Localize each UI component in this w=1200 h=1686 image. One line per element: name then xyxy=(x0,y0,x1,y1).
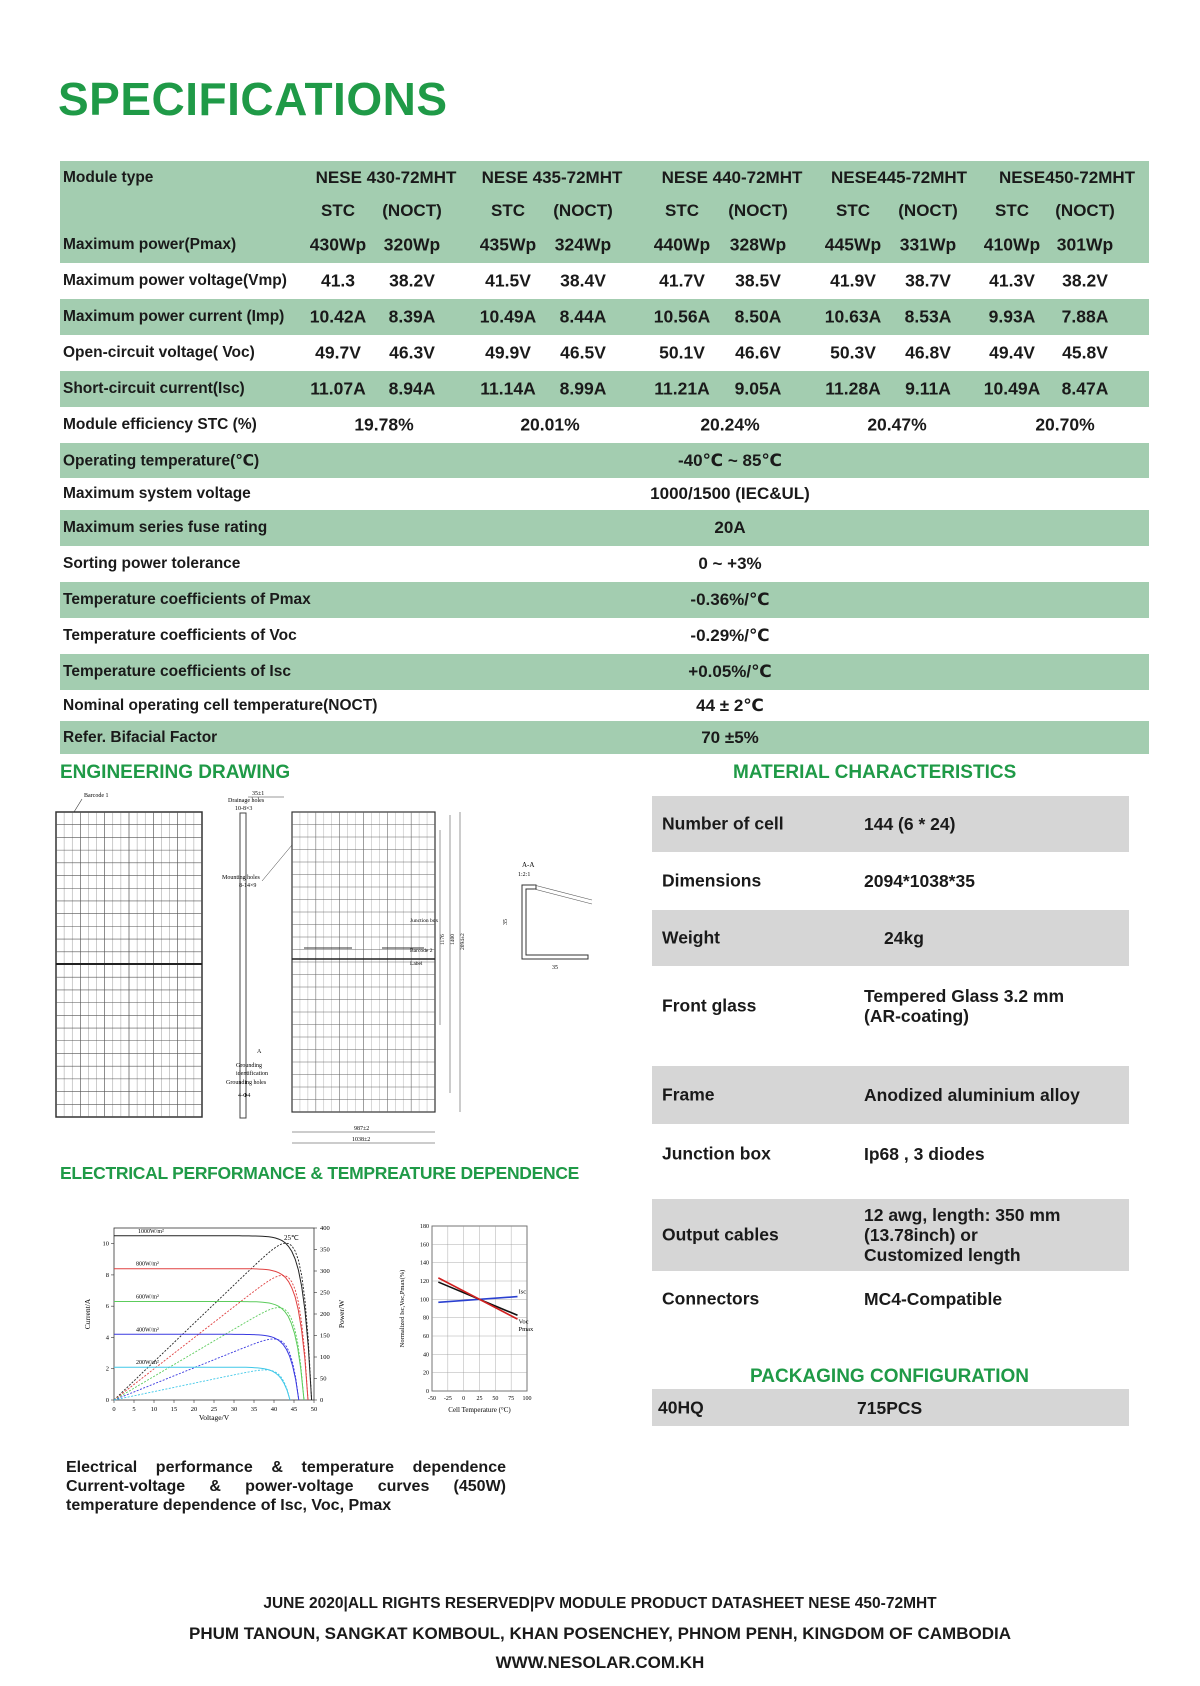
spec-row-label: Module efficiency STC (%) xyxy=(63,416,257,433)
spec-value: 10.49A xyxy=(983,378,1041,399)
material-row xyxy=(652,856,1129,906)
x-axis-label: Voltage/V xyxy=(198,1413,230,1422)
x-tick-label: 40 xyxy=(270,1406,278,1413)
spec-value: 45.8V xyxy=(1062,342,1108,363)
spec-value: 49.9V xyxy=(485,342,531,363)
series-label: 200W/m² xyxy=(136,1360,159,1367)
svg-text:10-8×3: 10-8×3 xyxy=(235,806,253,812)
svg-text:35: 35 xyxy=(552,965,558,971)
spec-table xyxy=(60,161,1149,754)
material-value: Ip68 , 3 diodes xyxy=(864,1144,985,1164)
y2-tick-label: 50 xyxy=(320,1375,327,1383)
spec-row xyxy=(60,510,1149,546)
spec-common-value: -0.29%/℃ xyxy=(690,626,770,645)
material-row xyxy=(652,796,1129,852)
svg-text:Mounting holes: Mounting holes xyxy=(222,875,260,881)
svg-text:987±2: 987±2 xyxy=(354,1126,370,1132)
spec-value: 331Wp xyxy=(899,234,957,255)
spec-value: 8.50A xyxy=(734,306,782,327)
spec-value: 320Wp xyxy=(383,234,441,255)
spec-row-label: Nominal operating cell temperature(NOCT) xyxy=(63,696,378,714)
spec-common-value: -40℃ ~ 85℃ xyxy=(677,450,783,470)
spec-value: 435Wp xyxy=(479,234,537,255)
spec-value: 38.7V xyxy=(905,270,951,291)
material-value: 12 awg, length: 350 mm (13.78inch) or Customized length xyxy=(864,1205,1061,1265)
svg-text:1038±2: 1038±2 xyxy=(352,1137,371,1143)
x-tick-label: 100 xyxy=(522,1396,532,1402)
spec-row xyxy=(60,654,1149,690)
condition-label: (NOCT) xyxy=(382,200,442,220)
x-tick-label: 5 xyxy=(132,1406,136,1413)
spec-value: 328Wp xyxy=(729,234,787,255)
spec-value: 46.5V xyxy=(560,342,606,363)
svg-text:Junction box: Junction box xyxy=(410,918,439,924)
y-tick-label: 20 xyxy=(423,1370,429,1377)
spec-common-value: +0.05%/℃ xyxy=(688,662,772,681)
spec-row xyxy=(60,227,1149,263)
series-label: Voc xyxy=(518,1318,529,1326)
svg-text:35: 35 xyxy=(503,919,509,925)
spec-common-value: 0 ~ +3% xyxy=(698,554,762,573)
spec-row xyxy=(60,721,1149,754)
spec-row xyxy=(60,299,1149,335)
y-axis-label: Normalized Isc,Voc,Pmax(%) xyxy=(399,1269,406,1348)
spec-value: 301Wp xyxy=(1056,234,1114,255)
model-name: NESE445-72MHT xyxy=(830,167,968,187)
spec-value: 49.7V xyxy=(315,342,361,363)
svg-text:A-A: A-A xyxy=(522,861,535,869)
svg-text:35±1: 35±1 xyxy=(252,791,265,797)
spec-value: 445Wp xyxy=(824,234,882,255)
spec-value: 9.11A xyxy=(905,378,951,399)
y-tick-label: 100 xyxy=(420,1297,429,1304)
material-key: Weight xyxy=(662,927,721,948)
iv-pv-chart xyxy=(78,1222,378,1427)
x-tick-label: 45 xyxy=(290,1406,298,1413)
spec-value: 10.42A xyxy=(309,306,367,327)
material-row xyxy=(652,1275,1129,1323)
x-tick-label: 75 xyxy=(508,1396,515,1402)
section-engineering-drawing: ENGINEERING DRAWING xyxy=(60,762,291,783)
spec-value: 11.21A xyxy=(654,378,710,399)
model-name: NESE 435-72MHT xyxy=(481,167,623,187)
spec-value: 41.7V xyxy=(659,270,705,291)
spec-row xyxy=(60,478,1149,510)
model-name: NESE450-72MHT xyxy=(998,167,1136,187)
spec-value: 41.9V xyxy=(830,270,876,291)
spec-common-value: -0.36%/℃ xyxy=(690,590,770,609)
material-value: Tempered Glass 3.2 mm (AR-coating) xyxy=(864,986,1065,1026)
spec-row-label: Maximum power voltage(Vmp) xyxy=(63,272,287,289)
caption-line-3: temperature dependence of Isc, Voc, Pmax xyxy=(66,1497,392,1514)
svg-text:4-Φ4: 4-Φ4 xyxy=(238,1093,251,1099)
x-tick-label: -50 xyxy=(428,1396,436,1402)
condition-label: STC xyxy=(665,200,699,220)
spec-row-label: Temperature coefficients of Pmax xyxy=(63,591,311,608)
y2-tick-label: 150 xyxy=(320,1332,330,1340)
spec-row xyxy=(60,263,1149,299)
series-label: Pmax xyxy=(518,1326,534,1334)
spec-row-efficiency xyxy=(60,407,1149,443)
packaging-container: 40HQ xyxy=(658,1397,704,1417)
efficiency-value: 19.78% xyxy=(354,414,414,435)
series-label: 400W/m² xyxy=(136,1327,159,1334)
spec-row xyxy=(60,618,1149,654)
spec-value: 38.4V xyxy=(560,270,606,291)
y-tick-label: 8 xyxy=(105,1271,109,1279)
efficiency-value: 20.24% xyxy=(700,414,760,435)
temperature-dependence-chart xyxy=(399,1222,585,1427)
spec-value: 9.93A xyxy=(988,306,1036,327)
spec-value: 11.28A xyxy=(825,378,881,399)
caption-line-2: Current-voltage & power-voltage curves (450W) xyxy=(66,1478,506,1495)
footer-website[interactable]: WWW.NESOLAR.COM.KH xyxy=(495,1653,705,1672)
spec-row xyxy=(60,582,1149,618)
efficiency-value: 20.70% xyxy=(1035,414,1095,435)
pv-curve-3 xyxy=(114,1339,299,1400)
iv-curve-0 xyxy=(114,1236,312,1400)
spec-value: 410Wp xyxy=(983,234,1041,255)
y2-tick-label: 250 xyxy=(320,1289,330,1297)
spec-row-label: Short-circuit current(Isc) xyxy=(63,380,245,397)
series-label: 800W/m² xyxy=(136,1261,159,1268)
y2-tick-label: 400 xyxy=(320,1225,330,1232)
y-tick-label: 10 xyxy=(102,1240,109,1248)
spec-value: 46.6V xyxy=(735,342,781,363)
spec-row-label: Sorting power tolerance xyxy=(63,555,241,572)
x-tick-label: 50 xyxy=(310,1406,318,1413)
svg-text:Label: Label xyxy=(410,961,423,967)
spec-row-label: Maximum series fuse rating xyxy=(63,519,268,536)
spec-value: 46.8V xyxy=(905,342,951,363)
spec-row xyxy=(60,443,1149,478)
iv-curve-2 xyxy=(114,1302,304,1401)
spec-value: 38.5V xyxy=(735,270,781,291)
section-electrical-performance: ELECTRICAL PERFORMANCE & TEMPREATURE DEPENDENCE xyxy=(60,1163,580,1183)
material-key: Frame xyxy=(662,1084,715,1105)
spec-value: 324Wp xyxy=(554,234,612,255)
svg-text:1400: 1400 xyxy=(450,934,456,945)
y-tick-label: 0 xyxy=(426,1389,429,1395)
condition-label: (NOCT) xyxy=(1055,200,1115,220)
y-tick-label: 80 xyxy=(423,1315,429,1322)
svg-text:Barcode 2: Barcode 2 xyxy=(410,948,433,954)
x-tick-label: 10 xyxy=(150,1406,158,1413)
x-tick-label: 35 xyxy=(250,1406,258,1413)
spec-row xyxy=(60,371,1149,407)
spec-row-label: Open-circuit voltage( Voc) xyxy=(63,344,255,361)
footer-address: PHUM TANOUN, SANGKAT KOMBOUL, KHAN POSENCHEY, PHNOM PENH, KINGDOM OF CAMBODIA xyxy=(189,1624,1011,1643)
barcode1-label: Barcode 1 xyxy=(84,793,109,799)
spec-value: 8.99A xyxy=(559,378,607,399)
spec-value: 8.44A xyxy=(559,306,607,327)
spec-common-value: 44 ± 2℃ xyxy=(696,695,764,715)
condition-label: STC xyxy=(995,200,1029,220)
material-key: Dimensions xyxy=(662,870,762,891)
x-tick-label: 0 xyxy=(112,1406,116,1413)
material-value: 24kg xyxy=(884,928,924,948)
series-label: Isc xyxy=(518,1288,527,1296)
spec-value: 41.5V xyxy=(485,270,531,291)
spec-row-label: Maximum power(Pmax) xyxy=(63,236,237,253)
svg-text:1:2:1: 1:2:1 xyxy=(518,872,531,878)
x-tick-label: 20 xyxy=(190,1406,198,1413)
y-tick-label: 160 xyxy=(420,1242,429,1249)
condition-label: STC xyxy=(321,200,355,220)
x-tick-label: 25 xyxy=(210,1406,218,1413)
y2-tick-label: 350 xyxy=(320,1246,330,1254)
spec-common-value: 20A xyxy=(714,518,746,537)
spec-value: 38.2V xyxy=(1062,270,1108,291)
spec-common-value: 70 ±5% xyxy=(701,727,759,747)
y-tick-label: 140 xyxy=(420,1260,429,1267)
pv-curve-2 xyxy=(114,1308,304,1401)
y2-tick-label: 200 xyxy=(320,1311,330,1318)
spec-value: 9.05A xyxy=(734,378,782,399)
spec-row xyxy=(60,690,1149,721)
spec-value: 8.47A xyxy=(1061,378,1109,399)
spec-value: 41.3 xyxy=(320,270,356,291)
material-value: 144 (6 * 24) xyxy=(864,814,956,834)
svg-text:8-14×9: 8-14×9 xyxy=(239,883,257,889)
efficiency-value: 20.01% xyxy=(520,414,580,435)
y-tick-label: 2 xyxy=(105,1365,109,1373)
spec-common-value: 1000/1500 (IEC&UL) xyxy=(650,484,810,503)
spec-header-models xyxy=(60,161,1149,194)
spec-value: 41.3V xyxy=(989,270,1035,291)
spec-value: 8.53A xyxy=(904,306,952,327)
y-tick-label: 0 xyxy=(105,1397,109,1404)
temperature-annotation: 25℃ xyxy=(284,1234,299,1242)
material-value: 2094*1038*35 xyxy=(864,871,975,891)
spec-row-label: Maximum system voltage xyxy=(63,485,251,502)
spec-value: 430Wp xyxy=(309,234,367,255)
spec-row-label: Maximum power current (Imp) xyxy=(63,308,285,325)
footer-rights: JUNE 2020|ALL RIGHTS RESERVED|PV MODULE PRODUCT DATASHEET NESE 450-72MHT xyxy=(263,1595,937,1612)
y-axis-label: Current/A xyxy=(83,1298,92,1330)
spec-value: 10.63A xyxy=(824,306,882,327)
spec-value: 8.94A xyxy=(388,378,436,399)
x-axis-label: Cell Temperature (°C) xyxy=(448,1406,511,1414)
material-row xyxy=(652,1128,1129,1180)
spec-value: 7.88A xyxy=(1061,306,1109,327)
material-value: Anodized aluminium alloy xyxy=(864,1085,1080,1105)
x-tick-label: -25 xyxy=(443,1396,452,1402)
svg-text:Drainage holes: Drainage holes xyxy=(228,798,265,804)
spec-value: 50.1V xyxy=(659,342,705,363)
y2-tick-label: 300 xyxy=(320,1268,330,1275)
x-tick-label: 15 xyxy=(170,1406,178,1413)
y2-axis-label: Power/W xyxy=(337,1299,346,1329)
module-type-label: Module type xyxy=(63,168,154,186)
condition-label: STC xyxy=(836,200,870,220)
x-tick-label: 25 xyxy=(476,1396,483,1402)
caption-line-1: Electrical performance & temperature dependence xyxy=(66,1459,506,1476)
spec-header-conditions xyxy=(60,194,1149,227)
section-packaging: PACKAGING CONFIGURATION xyxy=(750,1366,1030,1387)
temp-line-2 xyxy=(438,1278,517,1319)
x-tick-label: 50 xyxy=(492,1396,499,1402)
model-name: NESE 430-72MHT xyxy=(315,167,457,187)
svg-text:1176: 1176 xyxy=(440,934,446,945)
spec-value: 10.49A xyxy=(479,306,537,327)
x-tick-label: 30 xyxy=(230,1406,238,1413)
y-tick-label: 6 xyxy=(105,1303,109,1311)
y2-tick-label: 0 xyxy=(320,1397,324,1404)
page-title: SPECIFICATIONS xyxy=(58,73,448,125)
y-tick-label: 180 xyxy=(420,1224,429,1230)
svg-text:A: A xyxy=(257,1049,262,1055)
spec-row xyxy=(60,335,1149,371)
section-material-characteristics: MATERIAL CHARACTERISTICS xyxy=(733,762,1017,783)
spec-row-label: Refer. Bifacial Factor xyxy=(63,728,218,746)
engineering-drawing xyxy=(52,785,612,1150)
y-tick-label: 40 xyxy=(423,1352,429,1359)
spec-value: 49.4V xyxy=(989,342,1035,363)
plot-frame xyxy=(114,1228,314,1400)
spec-value: 38.2V xyxy=(389,270,435,291)
y-tick-label: 4 xyxy=(105,1334,109,1342)
material-row xyxy=(652,1199,1129,1271)
spec-row-label: Operating temperature(℃) xyxy=(63,452,260,469)
condition-label: (NOCT) xyxy=(728,200,788,220)
y-tick-label: 120 xyxy=(420,1279,429,1285)
chart-caption xyxy=(66,1458,506,1515)
svg-text:identification: identification xyxy=(236,1071,268,1077)
x-tick-label: 0 xyxy=(462,1396,466,1402)
material-key: Connectors xyxy=(662,1288,760,1309)
spec-value: 8.39A xyxy=(388,306,436,327)
material-key: Front glass xyxy=(662,995,757,1016)
material-row xyxy=(652,975,1129,1037)
svg-text:Grounding: Grounding xyxy=(236,1063,262,1069)
spec-value: 50.3V xyxy=(830,342,876,363)
spec-value: 46.3V xyxy=(389,342,435,363)
material-key: Number of cell xyxy=(662,813,784,834)
svg-text:2094±2: 2094±2 xyxy=(460,933,466,950)
model-name: NESE 440-72MHT xyxy=(661,167,803,187)
packaging-row xyxy=(652,1389,1129,1426)
material-row xyxy=(652,910,1129,966)
spec-value: 11.07A xyxy=(310,378,366,399)
y2-tick-label: 100 xyxy=(320,1354,330,1361)
condition-label: STC xyxy=(491,200,525,220)
efficiency-value: 20.47% xyxy=(867,414,927,435)
series-label: 600W/m² xyxy=(136,1294,159,1301)
spec-value: 11.14A xyxy=(480,378,536,399)
material-key: Junction box xyxy=(662,1143,771,1164)
packaging-quantity: 715PCS xyxy=(857,1397,923,1418)
material-value: MC4-Compatible xyxy=(864,1289,1003,1309)
svg-text:Grounding holes: Grounding holes xyxy=(226,1080,267,1086)
y-tick-label: 60 xyxy=(423,1334,429,1340)
spec-row xyxy=(60,546,1149,582)
spec-row-label: Temperature coefficients of Isc xyxy=(63,663,291,680)
series-label: 1000W/m² xyxy=(138,1228,164,1235)
condition-label: (NOCT) xyxy=(898,200,958,220)
material-key: Output cables xyxy=(662,1224,779,1245)
material-row xyxy=(652,1066,1129,1124)
spec-value: 10.56A xyxy=(653,306,711,327)
iv-curve-4 xyxy=(114,1367,290,1400)
condition-label: (NOCT) xyxy=(553,200,613,220)
spec-row-label: Temperature coefficients of Voc xyxy=(63,627,297,644)
spec-value: 440Wp xyxy=(653,234,711,255)
